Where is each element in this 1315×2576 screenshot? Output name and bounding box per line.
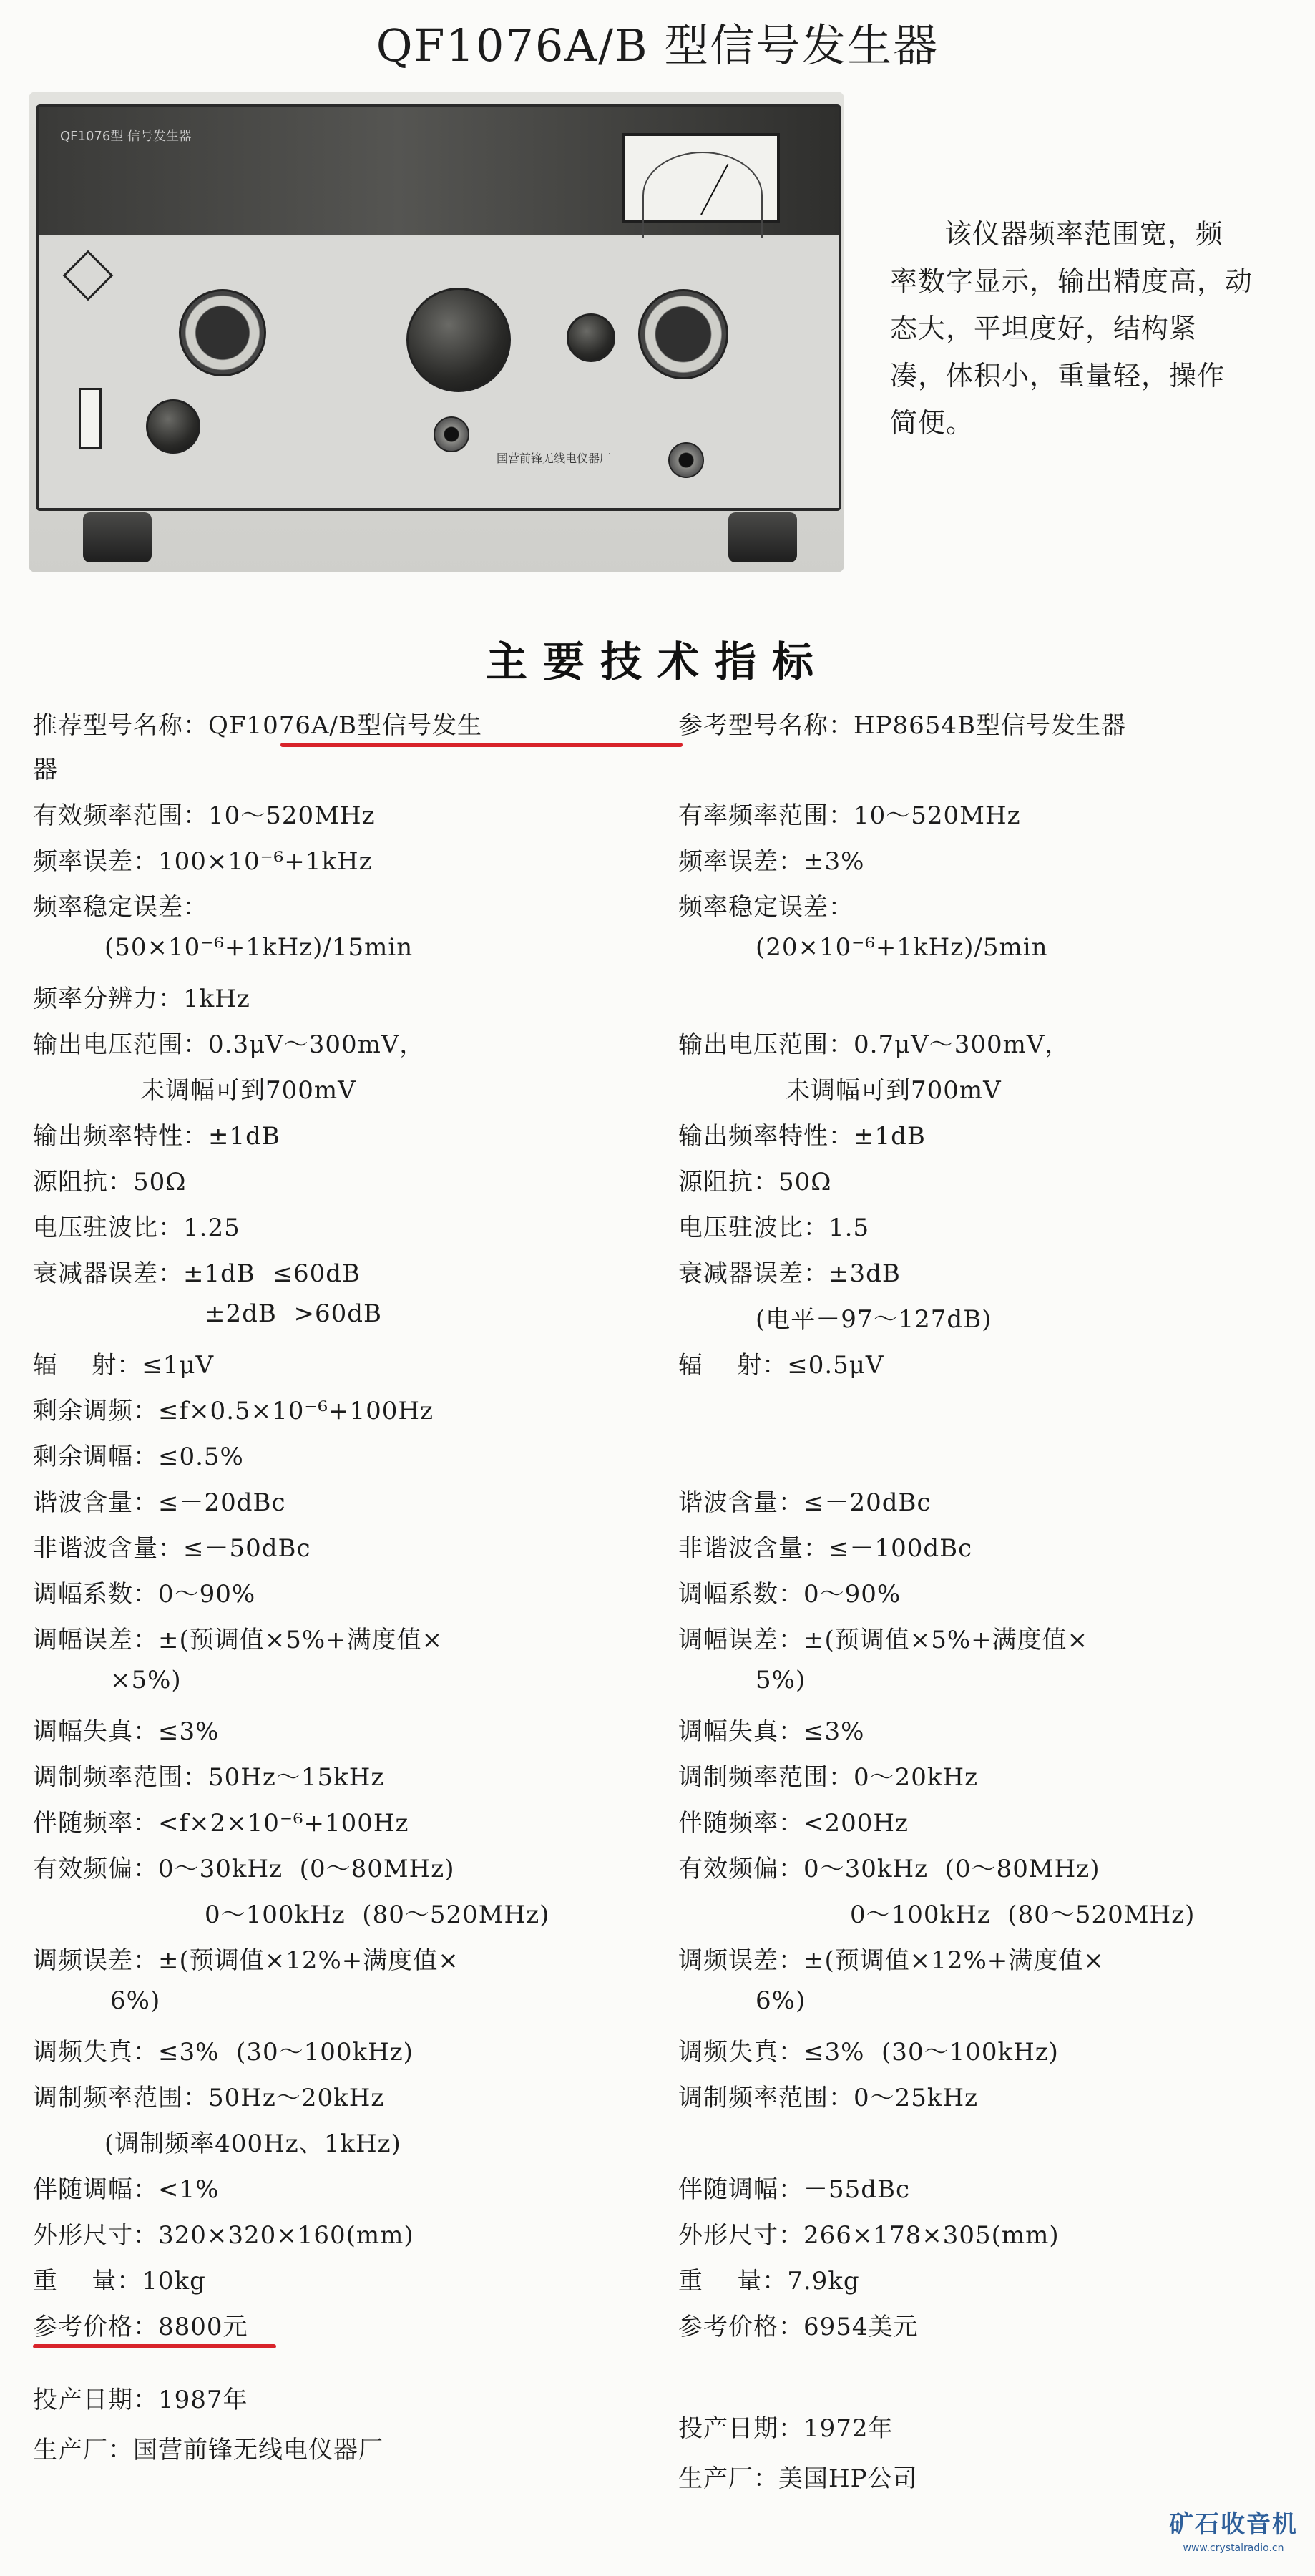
spec-line: 电压驻波比：1.25 — [33, 1214, 240, 1242]
spec-line: 调制频率范围：50Hz～20kHz — [33, 2084, 385, 2112]
spec-line: 频率误差：±3% — [678, 847, 865, 876]
spec-line: 电压驻波比：1.5 — [678, 1214, 870, 1242]
spec-line: 伴随调幅：－55dBc — [678, 2175, 911, 2204]
instrument-top-panel — [39, 107, 839, 235]
left-foot — [83, 512, 152, 562]
spec-line: 投产日期：1987年 — [33, 2386, 248, 2414]
spec-line: 源阻抗：50Ω — [33, 1168, 187, 1196]
site-watermark — [1155, 2504, 1312, 2554]
description-line: 简便。 — [890, 407, 974, 439]
spec-line: 外形尺寸：266×178×305(mm) — [678, 2221, 1060, 2250]
spec-line: 有效频率范围：10～520MHz — [33, 801, 376, 830]
spec-line: 生产厂：国营前锋无线电仪器厂 — [33, 2436, 383, 2464]
spec-line: 外形尺寸：320×320×160(mm) — [33, 2221, 414, 2250]
spec-line: 非谐波含量：≤－50dBc — [33, 1534, 311, 1563]
spec-line: 调幅系数：0～90% — [33, 1580, 256, 1609]
spec-line: 重 量：10kg — [33, 2267, 206, 2296]
spec-line: (50×10⁻⁶+1kHz)/15min — [104, 933, 414, 962]
spec-line: 输出电压范围：0.3μV～300mV， — [33, 1030, 425, 1059]
spec-line: 0～100kHz (80～520MHz) — [850, 1901, 1196, 1929]
maker-plate: 国营前锋无线电仪器厂 — [497, 452, 612, 465]
spec-line: 未调幅可到700mV — [140, 1076, 356, 1105]
spec-line: 伴随频率：<200Hz — [678, 1809, 909, 1838]
watermark-url: www.crystalradio.cn — [1183, 2542, 1284, 2554]
description-line: 凑，体积小，重量轻，操作 — [890, 360, 1226, 391]
spec-line: 输出频率特性：±1dB — [33, 1122, 280, 1151]
spec-line: 6%) — [110, 1986, 161, 2015]
instrument-photo — [29, 92, 844, 572]
spec-line: 调幅误差：±(预调值×5%+满度值× — [33, 1626, 444, 1654]
right-foot — [728, 512, 797, 562]
brand-logo-icon — [63, 250, 114, 301]
spec-line: 5%) — [756, 1666, 806, 1694]
spec-line: 重 量：7.9kg — [678, 2267, 860, 2296]
output-jack-icon — [434, 416, 469, 452]
spec-line: 伴随频率：<f×2×10⁻⁶+100Hz — [33, 1809, 409, 1838]
section-title: 主要技术指标 — [485, 638, 829, 686]
spec-line: 推荐型号名称：QF1076A/B型信号发生 — [33, 711, 482, 740]
document-title: QF1076A/B 型信号发生器 — [376, 19, 939, 72]
spec-line: 参考价格：6954美元 — [678, 2313, 919, 2341]
spec-line: (20×10⁻⁶+1kHz)/5min — [756, 933, 1048, 962]
panel-label: QF1076型 信号发生器 — [60, 129, 192, 144]
spec-line: 有效频偏：0～30kHz (0～80MHz) — [33, 1855, 455, 1883]
spec-line: 调幅误差：±(预调值×5%+满度值× — [678, 1626, 1089, 1654]
spec-line: 6%) — [756, 1986, 806, 2015]
spec-line: 非谐波含量：≤－100dBc — [678, 1534, 973, 1563]
spec-line: 调制频率范围：0～20kHz — [678, 1763, 979, 1792]
price-underline — [33, 2344, 276, 2348]
spec-line: 调制频率范围：0～25kHz — [678, 2084, 979, 2112]
spec-line: ×5%) — [110, 1666, 182, 1694]
description-line: 态大，平坦度好，结构紧 — [890, 313, 1198, 344]
spec-line: 有效频偏：0～30kHz (0～80MHz) — [678, 1855, 1100, 1883]
spec-line: 调频误差：±(预调值×12%+满度值× — [678, 1946, 1105, 1975]
spec-line: 频率分辨力：1kHz — [33, 985, 250, 1013]
spec-line: 调幅失真：≤3% — [33, 1717, 220, 1746]
selector-knob-icon — [146, 399, 200, 454]
instrument-front-panel — [39, 238, 839, 508]
spec-line: 谐波含量：≤－20dBc — [678, 1488, 932, 1517]
spec-line: 频率稳定误差： — [33, 893, 208, 922]
instrument-cabinet — [36, 104, 841, 511]
spec-line: (电平－97～127dB) — [756, 1305, 992, 1334]
model-name-underline — [280, 743, 683, 747]
spec-line: 频率稳定误差： — [678, 893, 854, 922]
description-line: 率数字显示，输出精度高，动 — [890, 265, 1253, 297]
spec-line: 参考型号名称：HP8654B型信号发生器 — [678, 711, 1127, 740]
spec-line: 输出频率特性：±1dB — [678, 1122, 926, 1151]
spec-line: ±2dB >60dB — [205, 1299, 382, 1328]
description-line: 该仪器频率范围宽，频 — [944, 218, 1224, 250]
spec-line: 有率频率范围：10～520MHz — [678, 801, 1021, 830]
spec-line: 未调幅可到700mV — [786, 1076, 1002, 1105]
spec-line: 衰减器误差：±3dB — [678, 1259, 901, 1288]
spec-line: 伴随调幅：<1% — [33, 2175, 220, 2204]
spec-line: 频率误差：100×10⁻⁶+1kHz — [33, 847, 373, 876]
small-knob-icon — [567, 313, 615, 362]
description — [890, 210, 1276, 447]
spec-line: 调幅失真：≤3% — [678, 1717, 865, 1746]
spec-line: 剩余调幅：≤0.5% — [33, 1443, 244, 1471]
spec-line: 调制频率范围：50Hz～15kHz — [33, 1763, 385, 1792]
watermark-name: 矿石收音机 — [1169, 2510, 1298, 2539]
spec-line: 器 — [33, 756, 58, 784]
frequency-knob-icon — [179, 289, 266, 376]
spec-line: 辐 射：≤1μV — [33, 1351, 215, 1380]
spec-line: 谐波含量：≤－20dBc — [33, 1488, 286, 1517]
meter-icon — [622, 133, 780, 223]
spec-line: 输出电压范围：0.7μV～300mV， — [678, 1030, 1070, 1059]
rf-output-jack-icon — [668, 442, 704, 478]
spec-line: 辐 射：≤0.5μV — [678, 1351, 884, 1380]
spec-line: 剩余调频：≤f×0.5×10⁻⁶+100Hz — [33, 1397, 434, 1425]
spec-line: 参考价格：8800元 — [33, 2313, 248, 2341]
main-tuning-knob-icon — [406, 288, 511, 392]
spec-line: 生产厂：美国HP公司 — [678, 2464, 918, 2493]
spec-line: 调频失真：≤3% (30～100kHz) — [678, 2038, 1059, 2067]
spec-line: 源阻抗：50Ω — [678, 1168, 832, 1196]
spec-line: 调频失真：≤3% (30～100kHz) — [33, 2038, 414, 2067]
spec-line: 投产日期：1972年 — [678, 2414, 894, 2443]
power-switch-icon — [79, 388, 102, 449]
range-knob-icon — [638, 289, 728, 379]
spec-line: (调制频率400Hz、1kHz) — [104, 2129, 401, 2158]
spec-line: 调频误差：±(预调值×12%+满度值× — [33, 1946, 459, 1975]
spec-line: 0～100kHz (80～520MHz) — [205, 1901, 550, 1929]
spec-line: 衰减器误差：±1dB ≤60dB — [33, 1259, 361, 1288]
spec-line: 调幅系数：0～90% — [678, 1580, 901, 1609]
